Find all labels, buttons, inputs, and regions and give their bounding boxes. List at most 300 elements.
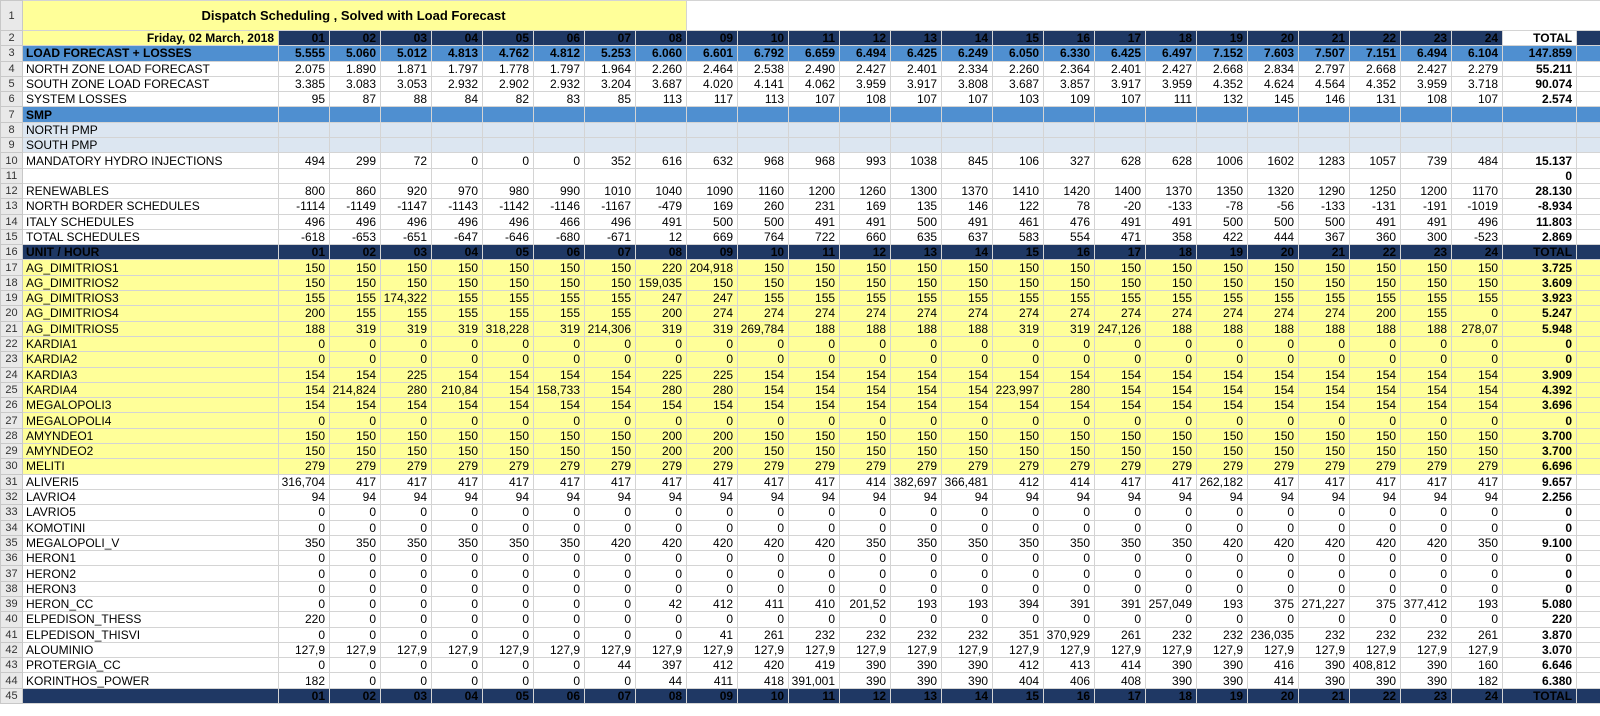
value-cell[interactable]: 0 <box>1146 551 1197 566</box>
value-cell[interactable] <box>1350 168 1401 183</box>
value-cell[interactable]: 2.364 <box>1044 61 1095 76</box>
value-cell[interactable]: 0 <box>534 658 585 673</box>
value-cell[interactable]: 150 <box>1452 275 1503 290</box>
value-cell[interactable]: 0 <box>738 336 789 351</box>
value-cell[interactable]: 0 <box>585 413 636 428</box>
hour-header-cell[interactable]: 04 <box>432 245 483 260</box>
value-cell[interactable]: 0 <box>738 581 789 596</box>
value-cell[interactable]: 174,322 <box>381 291 432 306</box>
value-cell[interactable]: 1200 <box>789 183 840 198</box>
value-cell[interactable]: 350 <box>1452 535 1503 550</box>
value-cell[interactable]: 188 <box>1299 321 1350 336</box>
value-cell[interactable] <box>993 168 1044 183</box>
value-cell[interactable] <box>687 122 738 137</box>
value-cell[interactable]: 0 <box>279 413 330 428</box>
value-cell[interactable]: 4.352 <box>1197 76 1248 91</box>
value-cell[interactable]: 0 <box>1401 612 1452 627</box>
value-cell[interactable]: 350 <box>432 535 483 550</box>
value-cell[interactable]: 127,9 <box>738 642 789 657</box>
value-cell[interactable]: 968 <box>789 153 840 168</box>
value-cell[interactable]: 155 <box>1299 291 1350 306</box>
value-cell[interactable]: 280 <box>1044 382 1095 397</box>
empty-cell[interactable] <box>1577 627 1600 642</box>
value-cell[interactable]: 280 <box>687 382 738 397</box>
value-cell[interactable]: 150 <box>534 275 585 290</box>
value-cell[interactable]: 127,9 <box>1452 642 1503 657</box>
hour-header-cell[interactable]: 02 <box>330 688 381 703</box>
value-cell[interactable]: 466 <box>534 214 585 229</box>
value-cell[interactable] <box>279 168 330 183</box>
hour-header-cell[interactable]: 23 <box>1401 688 1452 703</box>
value-cell[interactable]: 0 <box>1248 551 1299 566</box>
value-cell[interactable]: 158,733 <box>534 382 585 397</box>
value-cell[interactable]: 155 <box>432 291 483 306</box>
value-cell[interactable]: 2.797 <box>1299 61 1350 76</box>
value-cell[interactable]: 274 <box>1299 306 1350 321</box>
total-header-cell[interactable]: TOTAL <box>1503 31 1577 46</box>
value-cell[interactable]: 223,997 <box>993 382 1044 397</box>
row-label[interactable]: KARDIA3 <box>23 367 279 382</box>
value-cell[interactable]: 0 <box>891 612 942 627</box>
hour-header-cell[interactable]: 11 <box>789 245 840 260</box>
value-cell[interactable]: 0 <box>1197 505 1248 520</box>
value-cell[interactable]: 150 <box>1197 275 1248 290</box>
value-cell[interactable]: 200 <box>636 306 687 321</box>
value-cell[interactable]: 637 <box>942 229 993 244</box>
hour-header-cell[interactable]: 01 <box>279 31 330 46</box>
value-cell[interactable]: 225 <box>687 367 738 382</box>
value-cell[interactable]: 155 <box>1095 291 1146 306</box>
value-cell[interactable] <box>1248 122 1299 137</box>
value-cell[interactable]: 1170 <box>1452 183 1503 198</box>
value-cell[interactable]: 127,9 <box>891 642 942 657</box>
total-cell[interactable]: 4.392 <box>1503 382 1577 397</box>
value-cell[interactable]: 210,84 <box>432 382 483 397</box>
value-cell[interactable]: 150 <box>942 260 993 275</box>
total-cell[interactable]: 90.074 <box>1503 76 1577 91</box>
value-cell[interactable]: 0 <box>840 352 891 367</box>
value-cell[interactable]: 94 <box>1401 489 1452 504</box>
row-label[interactable] <box>23 168 279 183</box>
value-cell[interactable]: 1602 <box>1248 153 1299 168</box>
value-cell[interactable]: 155 <box>1146 291 1197 306</box>
value-cell[interactable] <box>483 138 534 153</box>
empty-cell[interactable] <box>1577 107 1600 122</box>
value-cell[interactable]: 188 <box>891 321 942 336</box>
empty-cell[interactable] <box>1577 61 1600 76</box>
value-cell[interactable]: 0 <box>993 551 1044 566</box>
value-cell[interactable]: 0 <box>1095 612 1146 627</box>
value-cell[interactable] <box>330 122 381 137</box>
hour-header-cell[interactable]: 12 <box>840 245 891 260</box>
value-cell[interactable]: 279 <box>993 459 1044 474</box>
value-cell[interactable]: 94 <box>585 489 636 504</box>
total-cell[interactable]: 2.256 <box>1503 489 1577 504</box>
value-cell[interactable]: 2.932 <box>534 76 585 91</box>
value-cell[interactable]: 350 <box>891 535 942 550</box>
value-cell[interactable]: 154 <box>942 398 993 413</box>
row-number[interactable]: 5 <box>1 76 23 91</box>
value-cell[interactable]: 155 <box>891 291 942 306</box>
value-cell[interactable]: 44 <box>636 673 687 688</box>
value-cell[interactable]: 279 <box>891 459 942 474</box>
value-cell[interactable]: 154 <box>1146 382 1197 397</box>
hour-header-cell[interactable]: 12 <box>840 688 891 703</box>
total-header-cell[interactable]: TOTAL <box>1503 688 1577 703</box>
value-cell[interactable]: 0 <box>330 551 381 566</box>
value-cell[interactable]: 154 <box>738 382 789 397</box>
value-cell[interactable] <box>1452 122 1503 137</box>
value-cell[interactable]: 406 <box>1044 673 1095 688</box>
value-cell[interactable]: 150 <box>1248 275 1299 290</box>
value-cell[interactable]: 397 <box>636 658 687 673</box>
value-cell[interactable]: 413 <box>1044 658 1095 673</box>
value-cell[interactable]: 269,784 <box>738 321 789 336</box>
hour-header-cell[interactable]: 09 <box>687 245 738 260</box>
hour-header-cell[interactable]: 09 <box>687 688 738 703</box>
hour-header-cell[interactable]: 12 <box>840 31 891 46</box>
value-cell[interactable]: 154 <box>585 367 636 382</box>
row-label[interactable]: AG_DIMITRIOS2 <box>23 275 279 290</box>
empty-cell[interactable] <box>1577 31 1600 46</box>
value-cell[interactable]: 360 <box>1350 229 1401 244</box>
hour-header-cell[interactable]: 15 <box>993 245 1044 260</box>
value-cell[interactable]: 2.334 <box>942 61 993 76</box>
value-cell[interactable]: 0 <box>738 551 789 566</box>
value-cell[interactable]: 2.464 <box>687 61 738 76</box>
value-cell[interactable]: 0 <box>534 627 585 642</box>
value-cell[interactable] <box>687 168 738 183</box>
value-cell[interactable]: 0 <box>330 352 381 367</box>
total-cell[interactable]: 0 <box>1503 566 1577 581</box>
value-cell[interactable]: 154 <box>738 367 789 382</box>
row-number[interactable]: 41 <box>1 627 23 642</box>
row-label[interactable]: MANDATORY HYDRO INJECTIONS <box>23 153 279 168</box>
value-cell[interactable]: 0 <box>789 551 840 566</box>
empty-cell[interactable] <box>1577 306 1600 321</box>
value-cell[interactable]: 0 <box>1248 520 1299 535</box>
value-cell[interactable]: 319 <box>636 321 687 336</box>
value-cell[interactable]: 0 <box>432 566 483 581</box>
value-cell[interactable] <box>1095 168 1146 183</box>
value-cell[interactable]: 476 <box>1044 214 1095 229</box>
value-cell[interactable]: 0 <box>381 596 432 611</box>
value-cell[interactable]: 6.050 <box>993 46 1044 61</box>
value-cell[interactable]: 968 <box>738 153 789 168</box>
value-cell[interactable]: 390 <box>891 658 942 673</box>
value-cell[interactable]: 150 <box>1197 260 1248 275</box>
value-cell[interactable]: 108 <box>840 92 891 107</box>
value-cell[interactable] <box>432 107 483 122</box>
value-cell[interactable]: 155 <box>1248 291 1299 306</box>
value-cell[interactable]: 0 <box>1044 413 1095 428</box>
value-cell[interactable]: 0 <box>432 520 483 535</box>
value-cell[interactable] <box>789 107 840 122</box>
value-cell[interactable]: 150 <box>432 260 483 275</box>
value-cell[interactable]: 0 <box>432 673 483 688</box>
hour-header-cell[interactable]: 24 <box>1452 245 1503 260</box>
value-cell[interactable]: 417 <box>1146 474 1197 489</box>
row-number[interactable]: 34 <box>1 520 23 535</box>
value-cell[interactable]: 0 <box>1248 505 1299 520</box>
hour-header-cell[interactable]: 10 <box>738 688 789 703</box>
value-cell[interactable]: 390 <box>891 673 942 688</box>
value-cell[interactable]: 390 <box>1401 658 1452 673</box>
row-number[interactable]: 23 <box>1 352 23 367</box>
value-cell[interactable]: 2.538 <box>738 61 789 76</box>
value-cell[interactable]: 107 <box>1095 92 1146 107</box>
value-cell[interactable]: 0 <box>330 627 381 642</box>
value-cell[interactable]: 214,306 <box>585 321 636 336</box>
row-label[interactable]: SYSTEM LOSSES <box>23 92 279 107</box>
total-cell[interactable]: 5.948 <box>1503 321 1577 336</box>
value-cell[interactable] <box>738 138 789 153</box>
value-cell[interactable]: 0 <box>432 612 483 627</box>
value-cell[interactable]: 0 <box>789 413 840 428</box>
empty-cell[interactable] <box>1577 428 1600 443</box>
value-cell[interactable]: 391 <box>1095 596 1146 611</box>
hour-header-cell[interactable]: 01 <box>279 688 330 703</box>
value-cell[interactable]: 491 <box>840 214 891 229</box>
value-cell[interactable]: 150 <box>738 275 789 290</box>
value-cell[interactable]: 390 <box>1350 673 1401 688</box>
value-cell[interactable]: 0 <box>330 336 381 351</box>
value-cell[interactable]: 150 <box>1401 428 1452 443</box>
value-cell[interactable] <box>279 122 330 137</box>
value-cell[interactable]: 279 <box>1146 459 1197 474</box>
value-cell[interactable]: 113 <box>636 92 687 107</box>
value-cell[interactable]: 127,9 <box>1197 642 1248 657</box>
value-cell[interactable]: 0 <box>483 596 534 611</box>
value-cell[interactable]: 0 <box>534 413 585 428</box>
value-cell[interactable] <box>1248 107 1299 122</box>
value-cell[interactable]: 0 <box>534 551 585 566</box>
value-cell[interactable]: 261 <box>1452 627 1503 642</box>
empty-cell[interactable] <box>1577 382 1600 397</box>
row-label[interactable]: KARDIA2 <box>23 352 279 367</box>
value-cell[interactable]: 0 <box>993 413 1044 428</box>
empty-cell[interactable] <box>1577 520 1600 535</box>
value-cell[interactable]: 150 <box>1197 428 1248 443</box>
value-cell[interactable]: 279 <box>1197 459 1248 474</box>
value-cell[interactable]: 1410 <box>993 183 1044 198</box>
value-cell[interactable]: 154 <box>1044 367 1095 382</box>
value-cell[interactable]: 0 <box>942 566 993 581</box>
row-number[interactable]: 14 <box>1 214 23 229</box>
empty-cell[interactable] <box>1577 581 1600 596</box>
value-cell[interactable]: 0 <box>1095 581 1146 596</box>
value-cell[interactable]: 154 <box>993 398 1044 413</box>
value-cell[interactable]: 417 <box>1350 474 1401 489</box>
row-number[interactable]: 27 <box>1 413 23 428</box>
value-cell[interactable]: 154 <box>1401 382 1452 397</box>
value-cell[interactable]: 394 <box>993 596 1044 611</box>
value-cell[interactable]: 94 <box>1146 489 1197 504</box>
value-cell[interactable]: 127,9 <box>1401 642 1452 657</box>
row-number[interactable]: 28 <box>1 428 23 443</box>
value-cell[interactable]: 188 <box>1146 321 1197 336</box>
value-cell[interactable]: 193 <box>891 596 942 611</box>
value-cell[interactable]: 188 <box>1248 321 1299 336</box>
value-cell[interactable]: 0 <box>891 336 942 351</box>
value-cell[interactable]: 94 <box>636 489 687 504</box>
value-cell[interactable]: 150 <box>1248 428 1299 443</box>
value-cell[interactable]: 247 <box>636 291 687 306</box>
value-cell[interactable]: 845 <box>942 153 993 168</box>
value-cell[interactable]: 155 <box>1401 291 1452 306</box>
value-cell[interactable]: 0 <box>891 551 942 566</box>
row-number[interactable]: 43 <box>1 658 23 673</box>
value-cell[interactable]: 496 <box>381 214 432 229</box>
row-label[interactable]: RENEWABLES <box>23 183 279 198</box>
value-cell[interactable]: 150 <box>534 260 585 275</box>
value-cell[interactable]: 247,126 <box>1095 321 1146 336</box>
value-cell[interactable]: 0 <box>993 352 1044 367</box>
value-cell[interactable]: 496 <box>483 214 534 229</box>
value-cell[interactable]: 0 <box>432 627 483 642</box>
value-cell[interactable]: -646 <box>483 229 534 244</box>
value-cell[interactable]: 155 <box>330 291 381 306</box>
value-cell[interactable]: 127,9 <box>483 642 534 657</box>
value-cell[interactable]: 150 <box>1146 275 1197 290</box>
value-cell[interactable]: 416 <box>1248 658 1299 673</box>
value-cell[interactable]: 154 <box>1299 382 1350 397</box>
value-cell[interactable]: 411 <box>687 673 738 688</box>
value-cell[interactable]: 496 <box>432 214 483 229</box>
value-cell[interactable]: 278,07 <box>1452 321 1503 336</box>
value-cell[interactable]: 72 <box>381 153 432 168</box>
row-number[interactable]: 25 <box>1 382 23 397</box>
row-label[interactable]: KOMOTINI <box>23 520 279 535</box>
value-cell[interactable] <box>1146 138 1197 153</box>
value-cell[interactable]: 0 <box>636 336 687 351</box>
value-cell[interactable]: 107 <box>789 92 840 107</box>
row-number[interactable]: 7 <box>1 107 23 122</box>
value-cell[interactable]: -20 <box>1095 199 1146 214</box>
value-cell[interactable]: 279 <box>1044 459 1095 474</box>
value-cell[interactable]: 154 <box>840 367 891 382</box>
value-cell[interactable]: 1370 <box>942 183 993 198</box>
value-cell[interactable]: 6.494 <box>840 46 891 61</box>
value-cell[interactable]: 0 <box>483 658 534 673</box>
value-cell[interactable]: 491 <box>942 214 993 229</box>
value-cell[interactable]: 127,9 <box>534 642 585 657</box>
value-cell[interactable]: 419 <box>789 658 840 673</box>
empty-cell[interactable] <box>1577 122 1600 137</box>
value-cell[interactable]: 0 <box>483 566 534 581</box>
value-cell[interactable]: 0 <box>279 596 330 611</box>
total-cell[interactable]: 2.869 <box>1503 229 1577 244</box>
value-cell[interactable]: 417 <box>636 474 687 489</box>
value-cell[interactable] <box>840 168 891 183</box>
value-cell[interactable]: 150 <box>687 275 738 290</box>
value-cell[interactable]: 5.555 <box>279 46 330 61</box>
value-cell[interactable] <box>789 138 840 153</box>
row-label[interactable]: AG_DIMITRIOS1 <box>23 260 279 275</box>
value-cell[interactable]: 500 <box>1248 214 1299 229</box>
value-cell[interactable]: 279 <box>738 459 789 474</box>
value-cell[interactable]: 146 <box>942 199 993 214</box>
total-cell[interactable]: 3.070 <box>1503 642 1577 657</box>
value-cell[interactable]: 204,918 <box>687 260 738 275</box>
total-cell[interactable]: 55.211 <box>1503 61 1577 76</box>
value-cell[interactable]: 155 <box>1350 291 1401 306</box>
value-cell[interactable]: 420 <box>1248 535 1299 550</box>
empty-cell[interactable] <box>1577 688 1600 703</box>
value-cell[interactable]: 390 <box>1146 673 1197 688</box>
value-cell[interactable]: 247 <box>687 291 738 306</box>
value-cell[interactable] <box>687 138 738 153</box>
hour-header-cell[interactable]: 10 <box>738 245 789 260</box>
value-cell[interactable]: 94 <box>687 489 738 504</box>
value-cell[interactable]: 154 <box>687 398 738 413</box>
value-cell[interactable]: 87 <box>330 92 381 107</box>
value-cell[interactable]: 0 <box>1401 566 1452 581</box>
value-cell[interactable]: 0 <box>789 581 840 596</box>
value-cell[interactable]: 150 <box>381 428 432 443</box>
value-cell[interactable]: 12 <box>636 229 687 244</box>
value-cell[interactable]: 0 <box>1452 352 1503 367</box>
hour-header-cell[interactable]: 04 <box>432 688 483 703</box>
hour-header-cell[interactable]: 14 <box>942 688 993 703</box>
value-cell[interactable]: -133 <box>1146 199 1197 214</box>
hour-header-cell[interactable]: 21 <box>1299 31 1350 46</box>
row-number[interactable]: 29 <box>1 444 23 459</box>
value-cell[interactable]: 94 <box>789 489 840 504</box>
value-cell[interactable]: 0 <box>891 505 942 520</box>
value-cell[interactable]: 417 <box>738 474 789 489</box>
value-cell[interactable] <box>840 122 891 137</box>
value-cell[interactable] <box>279 107 330 122</box>
value-cell[interactable]: 420 <box>687 535 738 550</box>
value-cell[interactable]: 0 <box>483 581 534 596</box>
value-cell[interactable]: 150 <box>483 275 534 290</box>
hour-header-cell[interactable]: 02 <box>330 245 381 260</box>
empty-cell[interactable] <box>1577 321 1600 336</box>
value-cell[interactable] <box>993 107 1044 122</box>
value-cell[interactable]: 127,9 <box>330 642 381 657</box>
hour-header-cell[interactable]: 21 <box>1299 245 1350 260</box>
value-cell[interactable]: 920 <box>381 183 432 198</box>
value-cell[interactable]: 3.718 <box>1452 76 1503 91</box>
value-cell[interactable]: 150 <box>483 444 534 459</box>
value-cell[interactable]: 274 <box>840 306 891 321</box>
empty-cell[interactable] <box>1577 92 1600 107</box>
sheet-title[interactable]: Dispatch Scheduling , Solved with Load Forecast <box>23 1 687 31</box>
value-cell[interactable]: 154 <box>432 398 483 413</box>
empty-cell[interactable] <box>1577 566 1600 581</box>
value-cell[interactable]: 279 <box>840 459 891 474</box>
empty-cell[interactable] <box>1577 612 1600 627</box>
row-label[interactable]: LAVRIO5 <box>23 505 279 520</box>
value-cell[interactable]: 150 <box>534 444 585 459</box>
value-cell[interactable]: 127,9 <box>840 642 891 657</box>
hour-header-cell[interactable]: 07 <box>585 245 636 260</box>
value-cell[interactable]: 0 <box>279 520 330 535</box>
value-cell[interactable]: 0 <box>1401 413 1452 428</box>
value-cell[interactable]: 0 <box>942 352 993 367</box>
row-number[interactable]: 44 <box>1 673 23 688</box>
value-cell[interactable]: 160 <box>1452 658 1503 673</box>
value-cell[interactable]: 214,824 <box>330 382 381 397</box>
value-cell[interactable]: 0 <box>432 336 483 351</box>
value-cell[interactable] <box>687 107 738 122</box>
value-cell[interactable]: 417 <box>585 474 636 489</box>
value-cell[interactable]: 42 <box>636 596 687 611</box>
value-cell[interactable] <box>1299 122 1350 137</box>
value-cell[interactable]: 0 <box>993 520 1044 535</box>
value-cell[interactable] <box>1197 107 1248 122</box>
